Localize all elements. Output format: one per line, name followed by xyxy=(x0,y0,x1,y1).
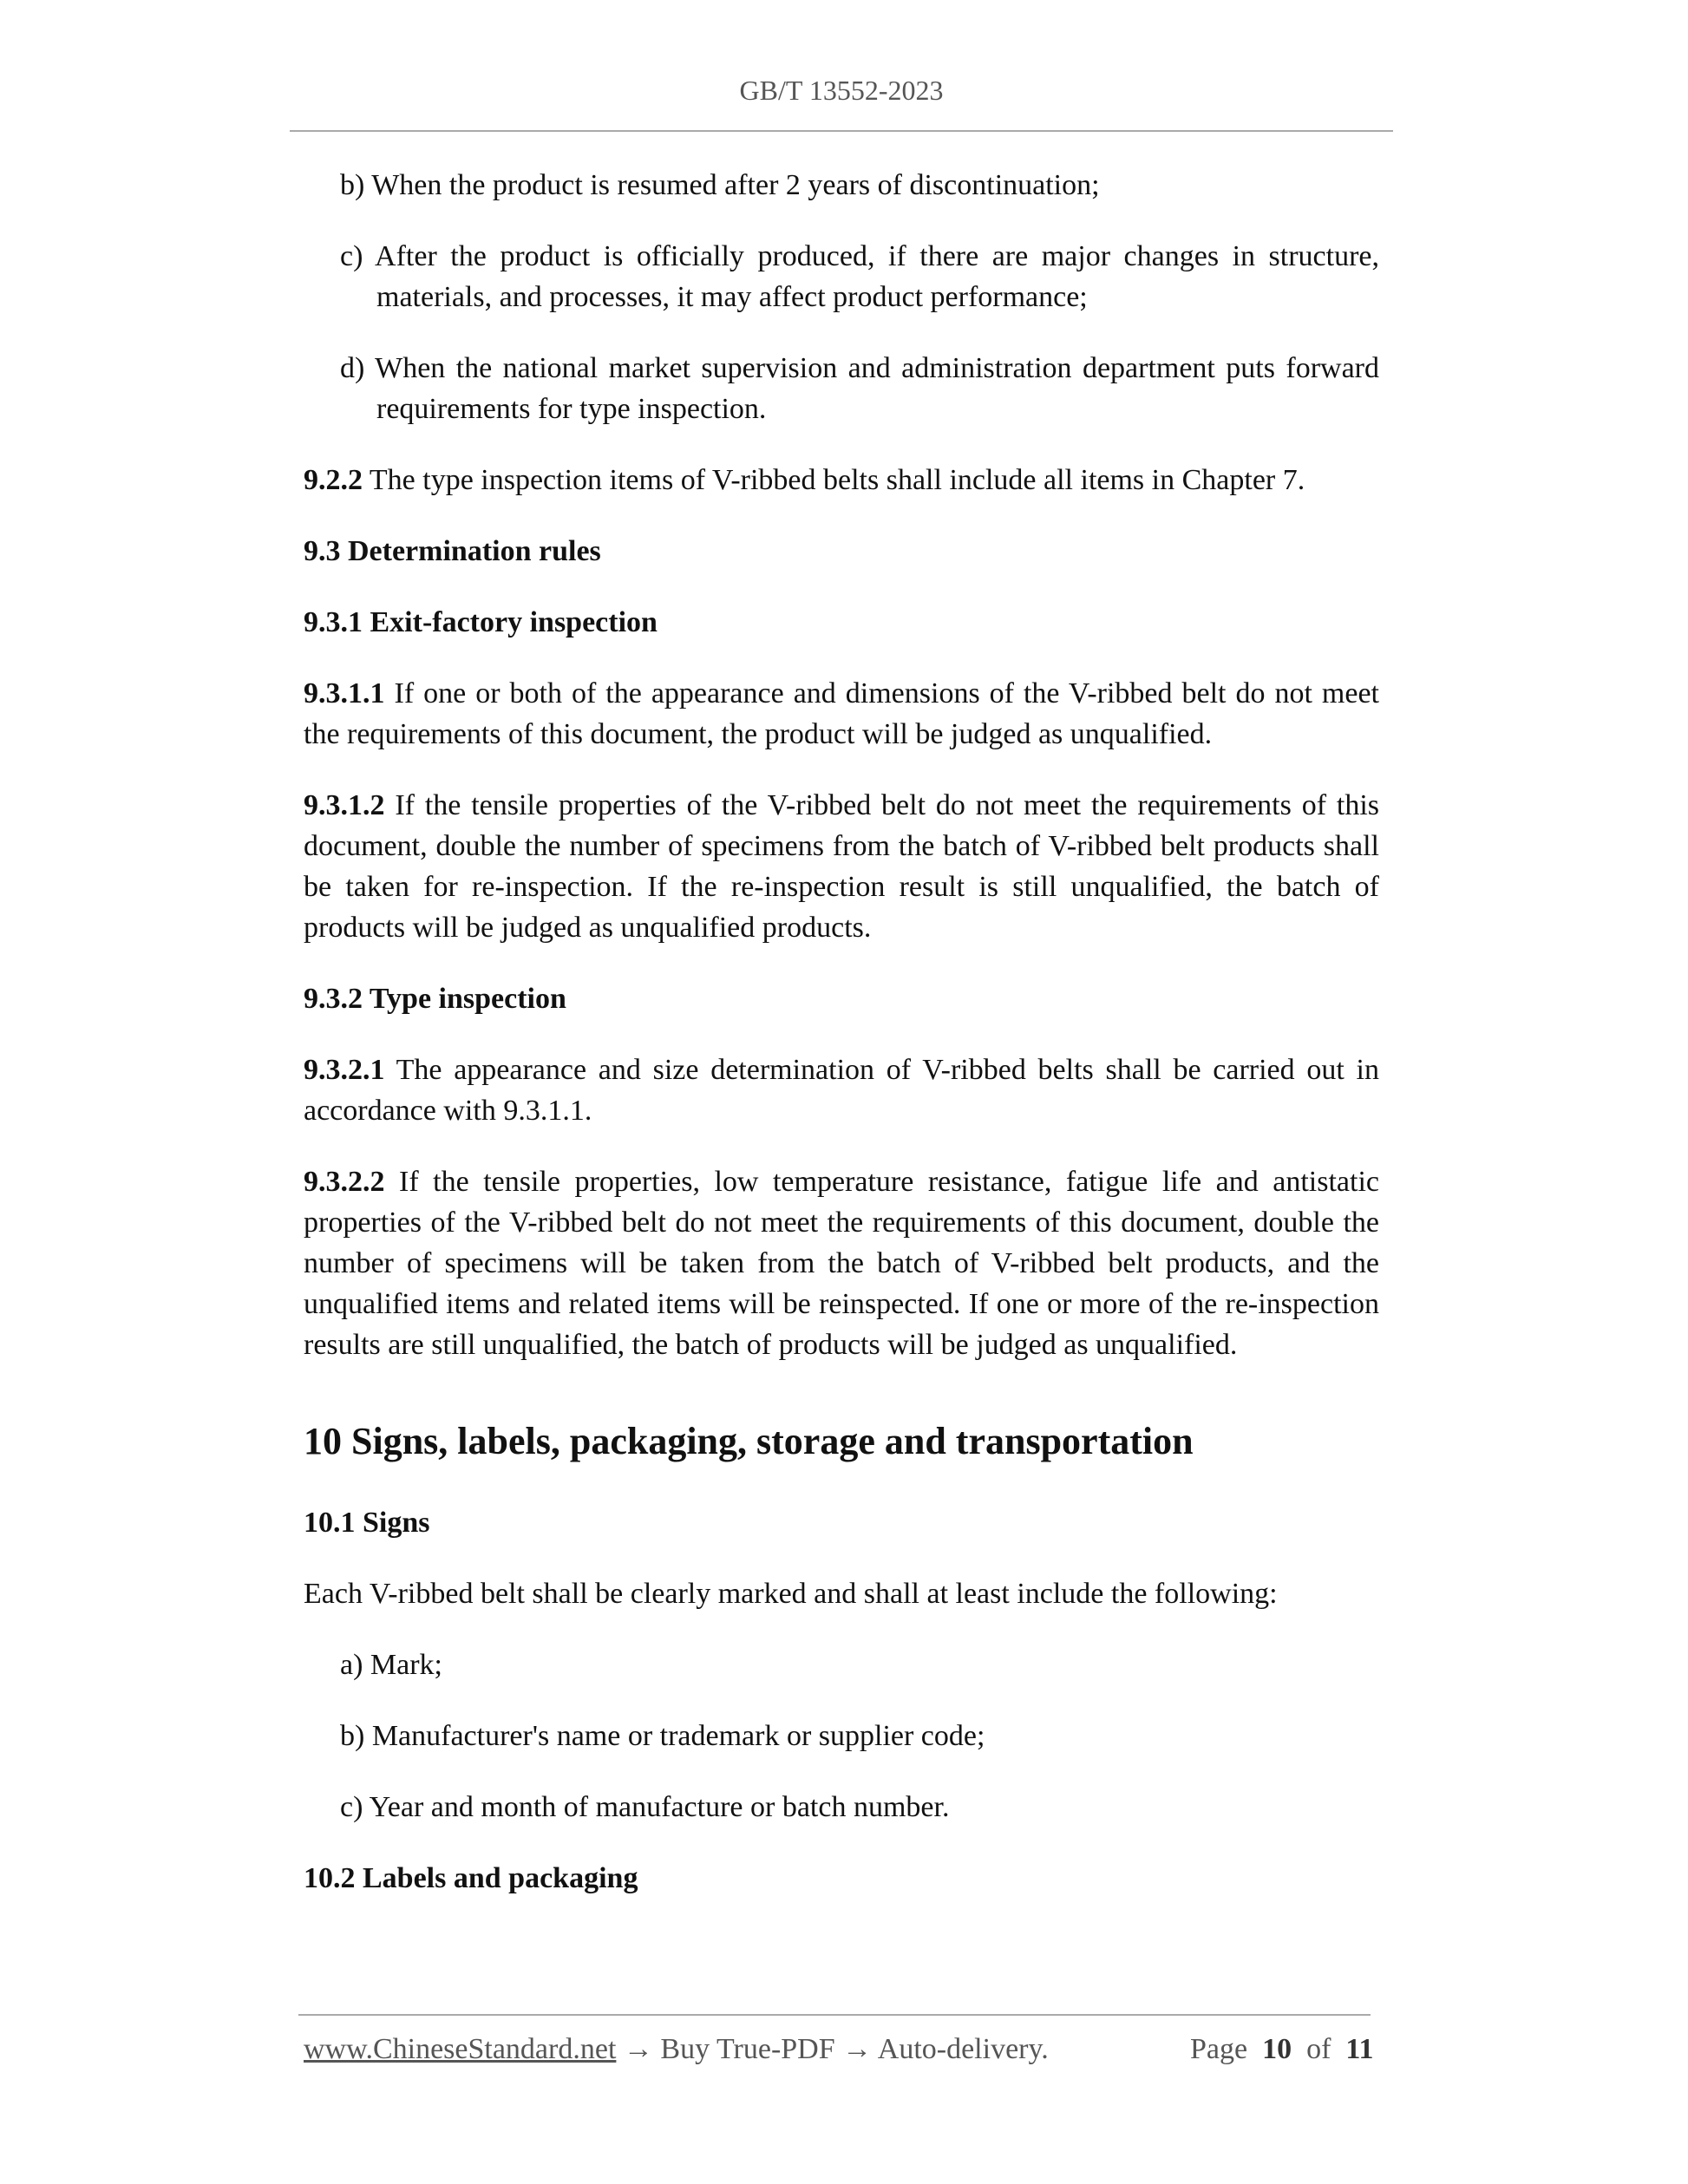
clause-text: If one or both of the appearance and dimensions of the V-ribbed belt do not meet the requirements of this document, the product will be judged as unqualified. xyxy=(304,677,1379,750)
heading-10-1: 10.1 Signs xyxy=(304,1507,430,1539)
heading-9-3-2: 9.3.2 Type inspection xyxy=(304,983,566,1015)
paragraph-10-1: Each V-ribbed belt shall be clearly marked and shall at least include the following: xyxy=(304,1578,1278,1610)
clause-number: 9.3.1.1 xyxy=(304,677,385,709)
footer-link-line xyxy=(304,2033,1049,2066)
clause-number: 9.2.2 xyxy=(304,464,363,496)
clause-9-3-1-1 xyxy=(304,673,1379,755)
page-header: GB/T 13552-2023 xyxy=(739,75,944,106)
clause-number: 9.3.1.2 xyxy=(304,789,385,821)
heading-10-2: 10.2 Labels and packaging xyxy=(304,1862,638,1894)
clause-text: The type inspection items of V-ribbed belts shall include all items in Chapter 7. xyxy=(363,464,1305,496)
current-page-number: 10 xyxy=(1262,2033,1292,2065)
list-item-b: b) When the product is resumed after 2 years of discontinuation; xyxy=(340,169,1100,201)
document-body xyxy=(304,165,1379,1929)
list-item-c: c) After the product is officially produced, if there are major changes in structure, materials, and processes, it may affect product performance; xyxy=(340,240,1379,313)
clause-text: If the tensile properties, low temperature resistance, fatigue life and antistatic properties of the V-ribbed belt do not meet the requirements of this document, double the number of specimens will be taken from the batch of V-ribbed belt products, and the unqualified items and related items will be reinspected. If one or more of the re-inspection results are still unqualified, the batch of products will be judged as unqualified. xyxy=(304,1166,1379,1361)
clause-number: 9.3.2.2 xyxy=(304,1166,385,1198)
page-counter xyxy=(1190,2033,1374,2066)
clause-text: The appearance and size determination of V-ribbed belts shall be carried out in accordance with 9.3.1.1. xyxy=(304,1054,1379,1127)
of-word: of xyxy=(1306,2033,1331,2065)
clause-number: 9.3.2.1 xyxy=(304,1054,385,1086)
heading-9-3-1: 9.3.1 Exit-factory inspection xyxy=(304,606,658,638)
footer-divider xyxy=(298,2014,1371,2016)
sign-item-b: b) Manufacturer's name or trademark or supplier code; xyxy=(340,1720,985,1752)
sign-item-c: c) Year and month of manufacture or batch number. xyxy=(340,1791,950,1823)
total-page-number: 11 xyxy=(1345,2033,1374,2065)
page-word: Page xyxy=(1190,2033,1248,2065)
header-divider xyxy=(290,130,1393,132)
clause-text: If the tensile properties of the V-ribbed belt do not meet the requirements of this document, double the number of specimens from the batch of V-ribbed belt products shall be taken for re-inspection. If the re-inspection result is still unqualified, the batch of products will be judged as unqualified products. xyxy=(304,789,1379,944)
clause-9-3-1-2 xyxy=(304,785,1379,948)
sign-item-a: a) Mark; xyxy=(340,1649,443,1681)
promo-text: → Buy True-PDF → Auto-delivery. xyxy=(616,2033,1049,2065)
list-item-d: d) When the national market supervision and administration department puts forward requirements for type inspection. xyxy=(340,352,1379,425)
heading-9-3: 9.3 Determination rules xyxy=(304,535,601,567)
clause-9-2-2 xyxy=(304,460,1379,500)
heading-10: 10 Signs, labels, packaging, storage and transportation xyxy=(304,1420,1194,1462)
clause-9-3-2-1 xyxy=(304,1049,1379,1131)
site-link[interactable]: www.ChineseStandard.net xyxy=(304,2033,617,2065)
clause-9-3-2-2 xyxy=(304,1161,1379,1365)
